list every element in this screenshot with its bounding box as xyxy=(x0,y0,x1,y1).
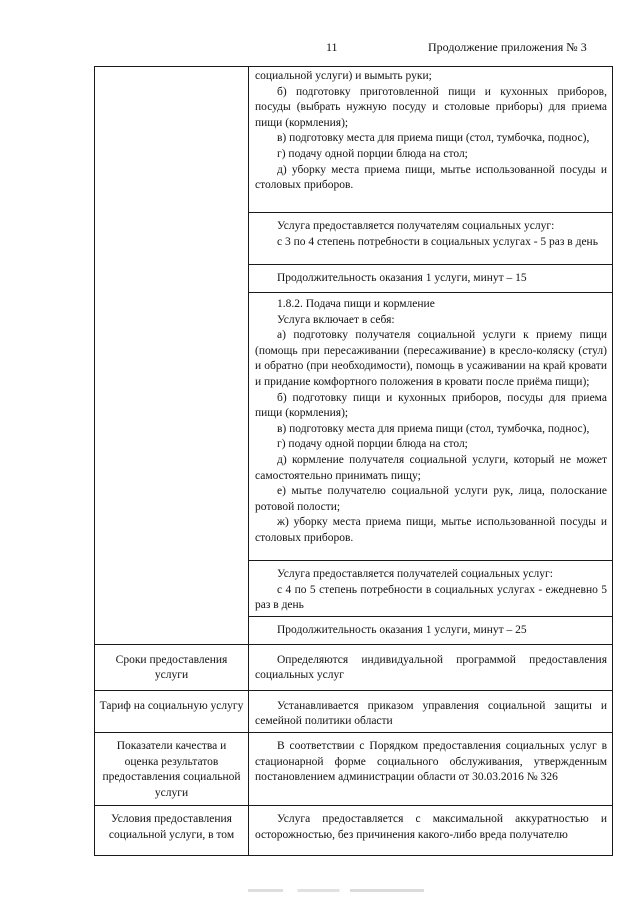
label-cell xyxy=(95,690,249,732)
row-label: Показатели качества и оценка результатов предоставления социальной услуги xyxy=(102,739,241,799)
text-line: Определяются индивидуальной программой предоставления социальных услуг xyxy=(255,653,607,682)
text-line: г) подачу одной порции блюда на стол; xyxy=(277,438,468,451)
label-cell xyxy=(95,644,249,690)
table-row xyxy=(95,732,613,805)
text-line: Услуга предоставляется с максимальной аккуратностью и осторожностью, без причинения какого-либо вреда получателю xyxy=(255,813,607,841)
text-line: д) кормление получателя социальной услуги, который не может самостоятельно принимать пищу; xyxy=(255,453,607,482)
content-cell xyxy=(249,732,613,805)
content-cell xyxy=(249,561,613,617)
label-cell xyxy=(95,806,249,856)
label-cell xyxy=(95,732,249,805)
text-line: Услуга предоставляется получателям социальных услуг: xyxy=(277,220,555,232)
text-line: д) уборку места приема пищи, мытье использованной посуды и столовых приборов. xyxy=(255,163,607,192)
text-line: с 4 по 5 степень потребности в социальных услугах - ежедневно 5 раз в день xyxy=(255,583,607,612)
row-label: Условия предоставления социальной услуги, в том xyxy=(108,813,235,841)
text-line: Услуга включает в себя: xyxy=(277,313,395,326)
text-line: б) подготовку пищи и кухонных приборов, посуды для приема пищи (кормления); xyxy=(255,391,607,420)
table-row xyxy=(95,67,613,213)
scan-artifact-line xyxy=(248,889,424,892)
table-row xyxy=(95,644,613,690)
row-label: Тариф на социальную услугу xyxy=(99,699,244,712)
text-line: б) подготовку приготовленной пищи и кухонных приборов, посуды (выбрать нужную посуду и столовые приборы) для приема пищи (кормления); xyxy=(255,85,607,129)
content-cell xyxy=(249,265,613,293)
content-cell xyxy=(249,293,613,561)
text-line: в) подготовку места для приема пищи (стол, тумбочка, поднос), xyxy=(277,132,590,145)
appendix-continuation-title: Продолжение приложения № 3 xyxy=(428,40,587,54)
table-row xyxy=(95,806,613,856)
text-line: В соответствии с Порядком предоставления социальных услуг в стационарной форме социального обслуживания, утвержденным постановлением администрации области от 30.03.2016 № 326 xyxy=(255,739,607,784)
table-row xyxy=(95,690,613,732)
content-cell xyxy=(249,213,613,265)
content-cell xyxy=(249,67,613,213)
text-line: е) мытье получателю социальной услуги рук, лица, полоскание ротовой полости; xyxy=(255,485,607,513)
content-cell xyxy=(249,690,613,732)
text-line: г) подачу одной порции блюда на стол; xyxy=(277,147,468,160)
text-line: Продолжительность оказания 1 услуги, минут – 15 xyxy=(277,272,527,284)
row-label: Сроки предоставления услуги xyxy=(115,653,228,682)
text-line: социальной услуги) и вымыть руки; xyxy=(255,70,432,82)
page-number: 11 xyxy=(326,40,338,54)
text-line: Услуга предоставляется получателей социальных услуг: xyxy=(277,568,553,580)
text-line: Продолжительность оказания 1 услуги, минут – 25 xyxy=(277,623,527,636)
text-line: в) подготовку места для приема пищи (стол, тумбочка, поднос), xyxy=(277,422,590,435)
label-cell-empty xyxy=(95,67,249,645)
content-cell xyxy=(249,644,613,690)
section-heading: 1.8.2. Подача пищи и кормление xyxy=(277,298,435,310)
services-table xyxy=(94,66,613,856)
text-line: Устанавливается приказом управления социальной защиты и семейной политики области xyxy=(255,699,607,728)
content-cell xyxy=(249,806,613,856)
text-line: ж) уборку места приема пищи, мытье использованной посуды и столовых приборов. xyxy=(255,516,607,544)
content-cell xyxy=(249,616,613,644)
text-line: с 3 по 4 степень потребности в социальных услугах - 5 раз в день xyxy=(277,235,598,248)
text-line: а) подготовку получателя социальной услуги к приему пищи (помощь при пересаживании (пересаживание) в кресло-коляску (стул) и обратно (при необходимости), помощь в усаживании на край кровати и придание комфортного положения в кровати после приёма пищи); xyxy=(255,329,607,388)
